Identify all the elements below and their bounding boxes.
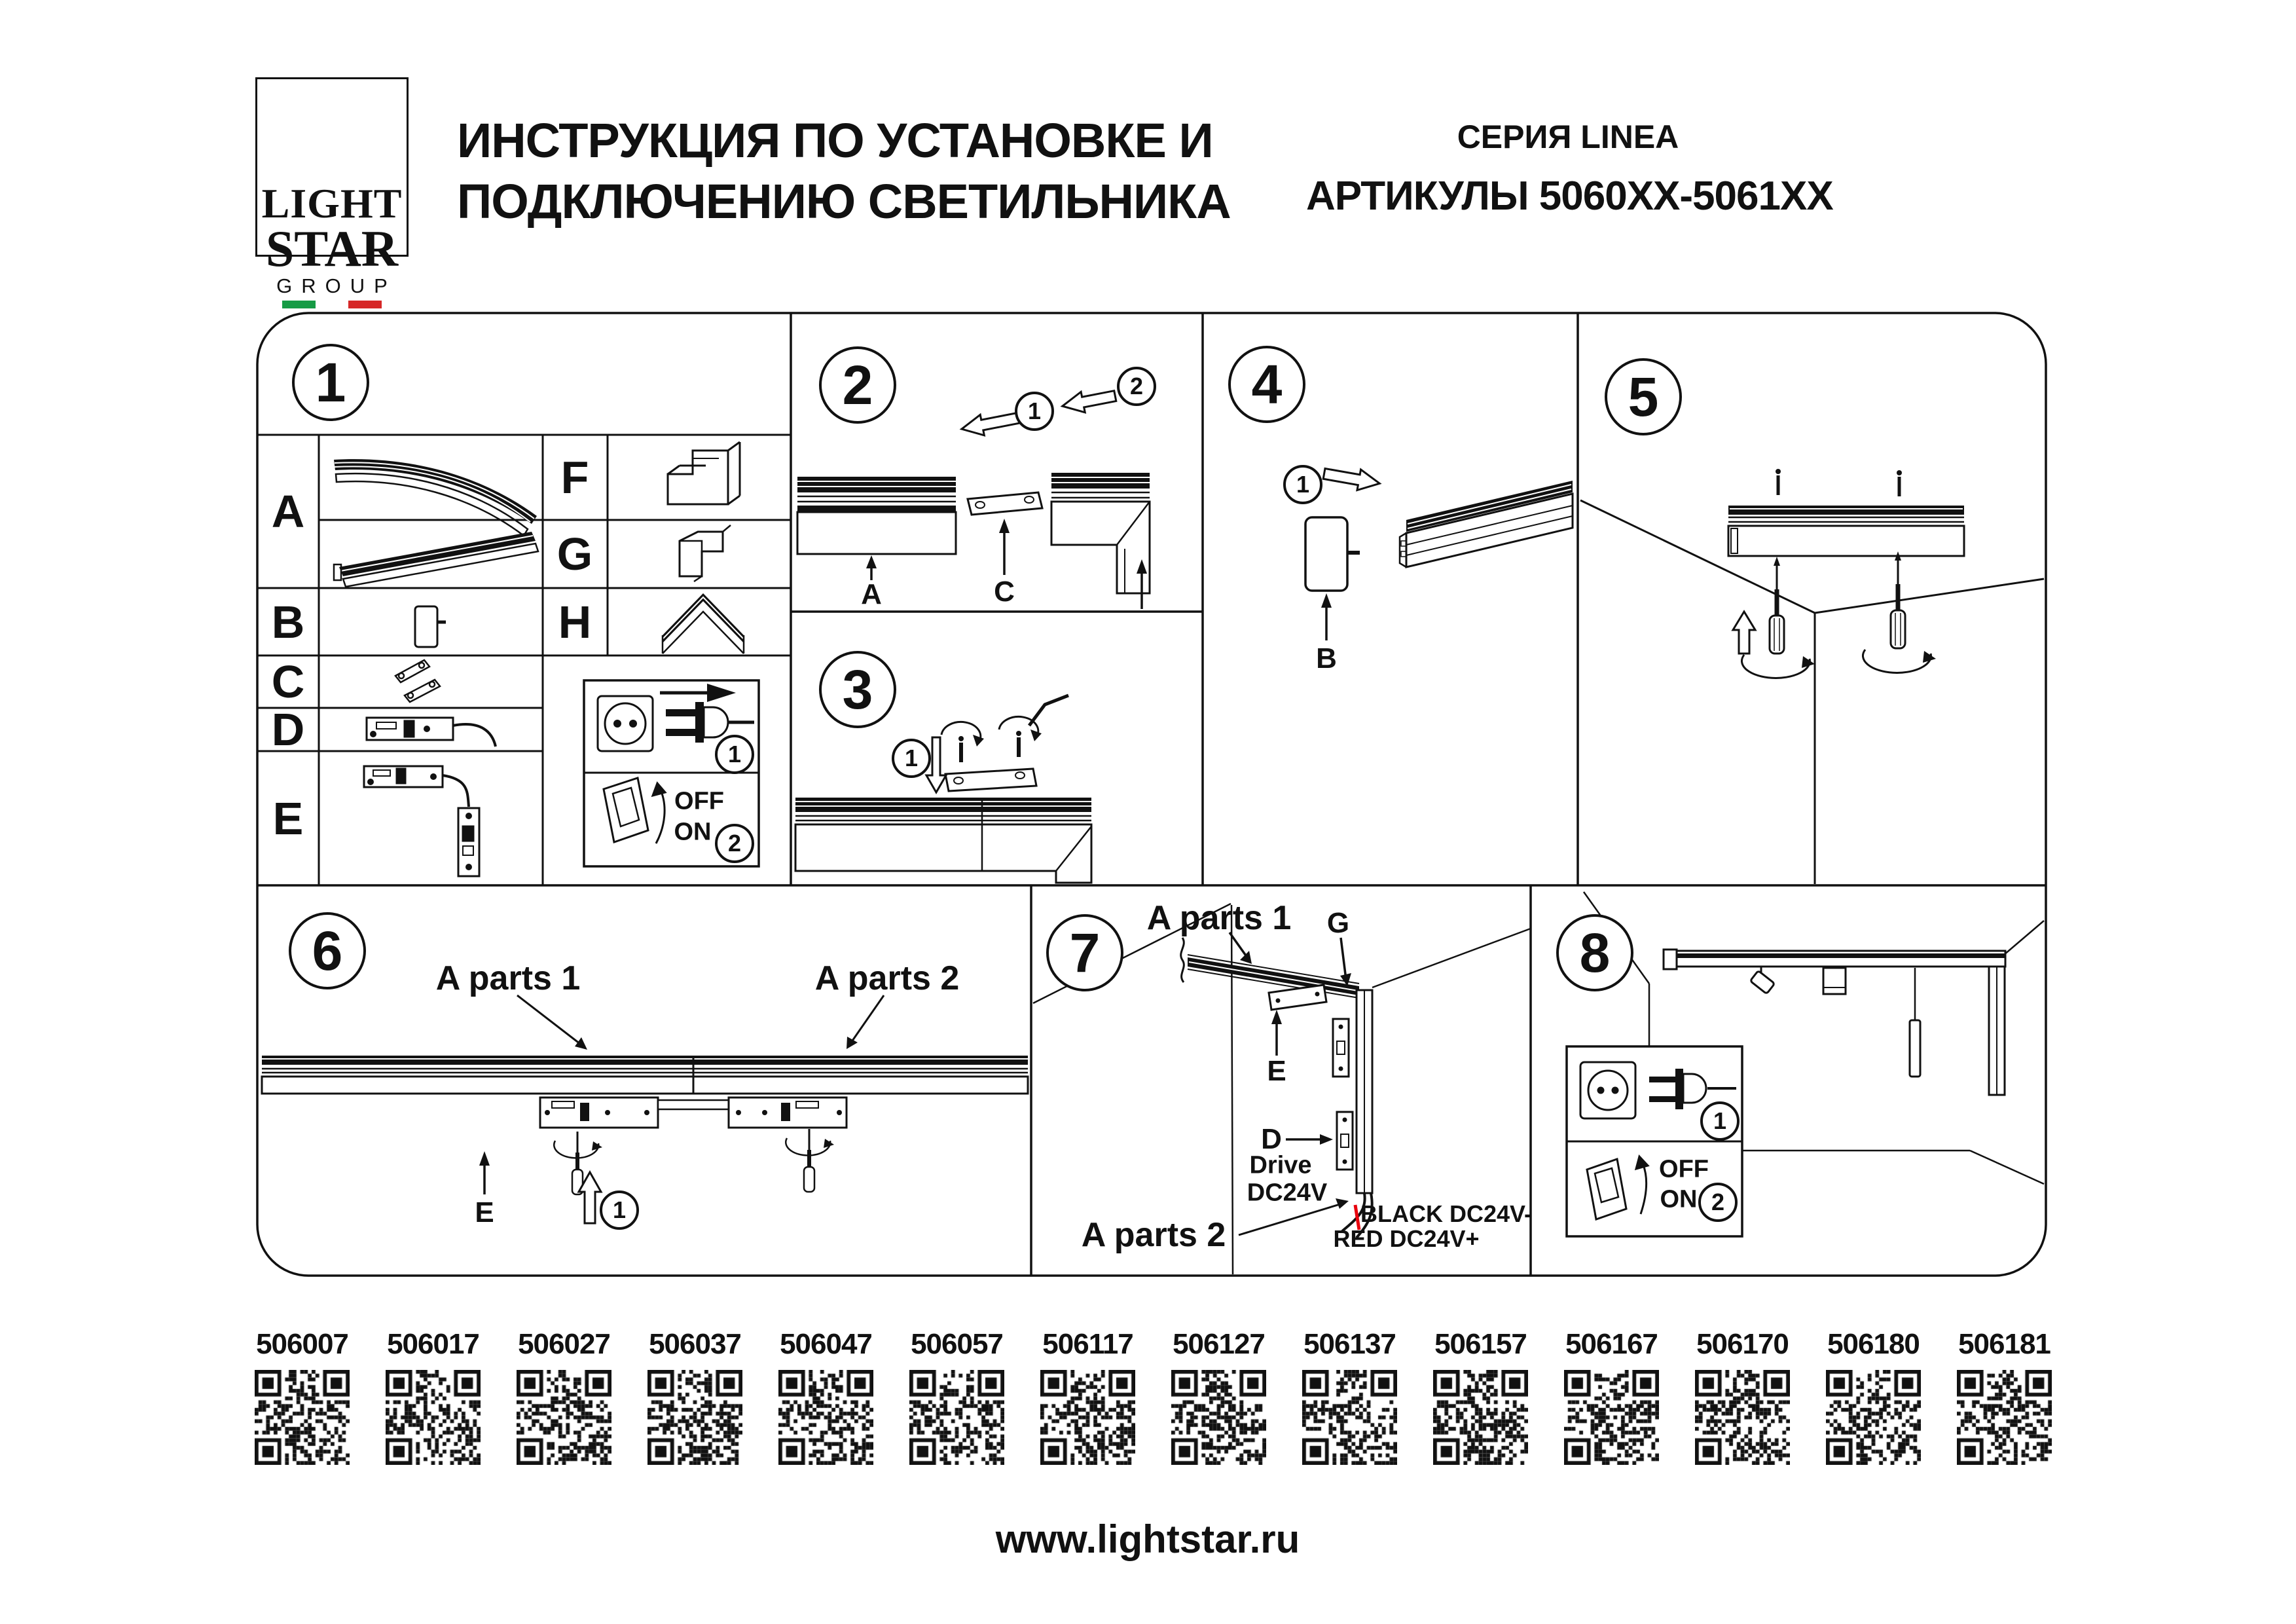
step7-a-parts-1-label: A parts 1 — [1146, 899, 1292, 937]
step7-label-e: E — [1267, 1055, 1286, 1087]
title-line-2: ПОДКЛЮЧЕНИЮ СВЕТИЛЬНИКА — [457, 174, 1231, 229]
circled-1-badge: 1 — [715, 735, 754, 774]
qr-code — [1826, 1370, 1921, 1465]
step7-label-g: G — [1326, 907, 1350, 939]
part-label-b: B — [271, 597, 305, 648]
circled-2-badge: 2 — [1698, 1183, 1738, 1222]
open-arrow-left-icon — [960, 408, 1020, 439]
switch-on-label: ON — [1660, 1185, 1698, 1213]
part-a-curved-track-icon — [334, 459, 537, 536]
switch-off-label: OFF — [1659, 1155, 1709, 1183]
step-6-badge: 6 — [289, 912, 366, 989]
qr-code — [1302, 1370, 1397, 1465]
qr-item — [1957, 1328, 2052, 1465]
qr-article-label: 506007 — [256, 1328, 348, 1360]
plug-icon — [660, 684, 754, 743]
step7-label-d: D — [1261, 1123, 1282, 1155]
qr-item — [1171, 1328, 1266, 1465]
title-line-1: ИНСТРУКЦИЯ ПО УСТАНОВКЕ И — [457, 113, 1213, 168]
qr-item — [1433, 1328, 1528, 1465]
step-2-badge: 2 — [819, 346, 896, 424]
qr-item — [647, 1328, 742, 1465]
part-a-straight-track-icon — [334, 532, 538, 587]
qr-article-label: 506027 — [518, 1328, 610, 1360]
qr-item — [1040, 1328, 1135, 1465]
up-arrow-outline-icon — [1733, 612, 1755, 654]
qr-code — [909, 1370, 1004, 1465]
red-wire-label: RED DC24V+ — [1333, 1225, 1480, 1252]
black-wire-label: BLACK DC24V- — [1360, 1200, 1533, 1227]
qr-article-label: 506157 — [1434, 1328, 1527, 1360]
qr-code — [386, 1370, 481, 1465]
driver-board-icon — [1269, 985, 1326, 1010]
part-f-connector-icon — [668, 442, 740, 504]
part-label-d: D — [271, 704, 305, 755]
circled-2-badge: 2 — [1117, 367, 1156, 406]
drive-label: Drive — [1249, 1151, 1312, 1179]
switch-on-label: ON — [674, 818, 712, 846]
qr-code — [517, 1370, 611, 1465]
part-label-e: E — [272, 793, 304, 844]
qr-code — [1695, 1370, 1790, 1465]
logo-word-light: LIGHT — [261, 180, 403, 227]
qr-item — [1826, 1328, 1921, 1465]
part-label-h: H — [558, 597, 592, 648]
cylinder-light-icon — [1823, 968, 1846, 994]
part-h-corner-track-icon — [663, 593, 744, 654]
circled-1-badge: 1 — [892, 739, 931, 778]
logo-word-star: STAR — [265, 220, 399, 277]
panel-grid — [257, 313, 2046, 1276]
circled-1-badge: 1 — [1700, 1101, 1740, 1141]
step7-a-parts-2-label: A parts 2 — [1081, 1216, 1226, 1254]
connector-plate-icon — [968, 492, 1042, 515]
qr-code — [1171, 1370, 1266, 1465]
qr-item — [386, 1328, 481, 1465]
part-label-f: F — [560, 452, 589, 503]
step6-a-parts-1-label: A parts 1 — [435, 959, 581, 997]
spot-light-icon — [1750, 970, 1775, 993]
qr-code — [1564, 1370, 1659, 1465]
series-label: СЕРИЯ LINEA — [1457, 119, 1679, 155]
dc24v-label: DC24V — [1247, 1179, 1328, 1207]
part-label-g: G — [556, 528, 593, 580]
qr-item — [909, 1328, 1004, 1465]
pendant-light-icon — [1910, 968, 1920, 1077]
qr-article-label: 506170 — [1696, 1328, 1789, 1360]
qr-item — [255, 1328, 350, 1465]
website-link: www.lightstar.ru — [995, 1517, 1300, 1561]
step4-label-b: B — [1316, 642, 1337, 674]
step2-label-a: A — [861, 578, 882, 610]
step6-a-parts-2-label: A parts 2 — [814, 959, 960, 997]
qr-code — [255, 1370, 350, 1465]
break-squiggle-icon — [1181, 938, 1184, 982]
step-8-badge: 8 — [1556, 914, 1633, 991]
qr-code — [647, 1370, 742, 1465]
qr-article-label: 506137 — [1303, 1328, 1396, 1360]
step2-label-c: C — [994, 576, 1015, 608]
qr-article-label: 506117 — [1042, 1328, 1133, 1360]
qr-article-label: 506017 — [387, 1328, 479, 1360]
step-7-badge: 7 — [1046, 914, 1123, 991]
open-arrow-right-icon — [1322, 464, 1381, 494]
step-5-badge: 5 — [1605, 358, 1682, 435]
switch-off-label: OFF — [674, 787, 724, 815]
step8-art — [1567, 892, 2044, 1236]
qr-article-label: 506181 — [1958, 1328, 2050, 1360]
qr-code — [778, 1370, 873, 1465]
part-label-a: A — [271, 486, 305, 537]
step6-art — [262, 995, 1028, 1223]
qr-item — [517, 1328, 611, 1465]
step-1-badge: 1 — [292, 344, 369, 421]
qr-article-label: 506180 — [1827, 1328, 1920, 1360]
part-d-driver-icon — [367, 718, 496, 747]
qr-item — [1695, 1328, 1790, 1465]
qr-article-label: 506037 — [649, 1328, 741, 1360]
part-c-plates-icon — [395, 660, 440, 702]
qr-item — [1564, 1328, 1659, 1465]
part-label-c: C — [271, 656, 305, 707]
circled-1-badge: 1 — [1015, 392, 1054, 431]
qr-code — [1040, 1370, 1135, 1465]
part-g-corner-connector-icon — [680, 525, 731, 581]
step5-art — [1580, 469, 2044, 884]
qr-article-label: 506167 — [1565, 1328, 1658, 1360]
screwdriver-icon — [1741, 557, 1815, 678]
rocker-switch-icon — [604, 778, 665, 843]
circled-2-badge: 2 — [715, 824, 754, 863]
part-e-corner-driver-icon — [364, 766, 479, 876]
step6-label-e: E — [475, 1196, 494, 1228]
articles-label: АРТИКУЛЫ 5060XX-5061XX — [1306, 174, 1833, 219]
qr-article-label: 506047 — [780, 1328, 872, 1360]
logo-word-group: GROUP — [276, 274, 397, 297]
circled-1-badge: 1 — [1283, 465, 1322, 504]
open-arrow-left-icon — [1061, 386, 1118, 416]
circled-1-badge: 1 — [600, 1190, 639, 1230]
qr-article-label: 506057 — [911, 1328, 1003, 1360]
qr-item — [1302, 1328, 1397, 1465]
step-3-badge: 3 — [819, 651, 896, 728]
screwdriver-icon — [1863, 551, 1936, 673]
qr-item — [778, 1328, 873, 1465]
endcap-icon — [1305, 517, 1347, 591]
screwdriver-icon — [786, 1129, 834, 1192]
step4-art — [1305, 464, 1573, 640]
step-4-badge: 4 — [1228, 346, 1305, 423]
socket-icon — [598, 696, 653, 751]
qr-code — [1433, 1370, 1528, 1465]
qr-code — [1957, 1370, 2052, 1465]
part-b-endcap-icon — [415, 606, 446, 647]
qr-article-label: 506127 — [1173, 1328, 1265, 1360]
allen-key-icon — [1029, 695, 1068, 726]
